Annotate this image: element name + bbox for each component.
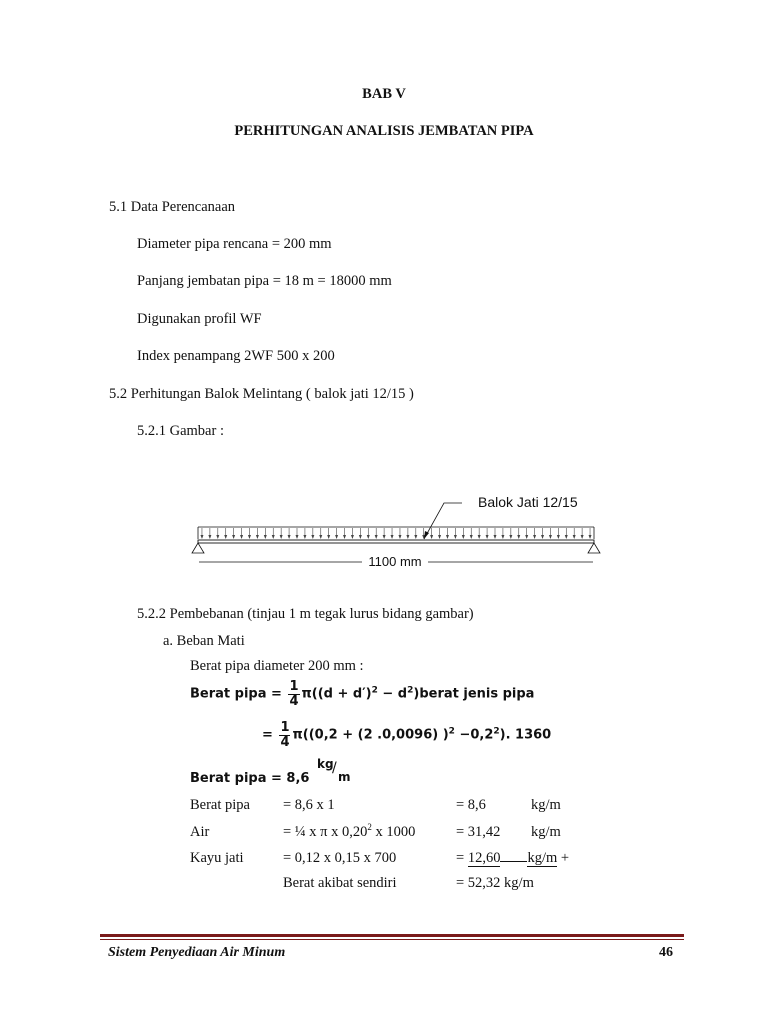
- load-arrow-head: [470, 535, 473, 539]
- equation-pipe-weight-result: Berat pipa = 8,6 kg / m: [190, 757, 351, 786]
- load-arrow-head: [430, 535, 433, 539]
- load-arrow-head: [549, 535, 552, 539]
- load-arrow-head: [462, 535, 465, 539]
- load-arrow-head: [240, 535, 243, 539]
- load-arrow-head: [296, 535, 299, 539]
- load-arrow-head: [557, 535, 560, 539]
- load-expression: = 0,12 x 0,15 x 700: [283, 850, 397, 866]
- chapter-label: BAB V: [362, 86, 406, 102]
- load-result: = 31,42: [456, 824, 501, 840]
- pipe-weight-intro: Berat pipa diameter 200 mm :: [190, 658, 364, 674]
- load-arrow-head: [208, 535, 211, 539]
- load-arrow-head: [224, 535, 227, 539]
- load-name: Air: [190, 824, 210, 840]
- beam-label: Balok Jati 12/15: [478, 494, 578, 510]
- section-5-2-1-heading: 5.2.1 Gambar :: [137, 423, 224, 439]
- load-arrow-head: [494, 535, 497, 539]
- leader-line: [424, 503, 462, 539]
- page-title: PERHITUNGAN ANALISIS JEMBATAN PIPA: [234, 123, 534, 139]
- load-arrow-head: [478, 535, 481, 539]
- load-arrow-head: [406, 535, 409, 539]
- load-arrow-head: [414, 535, 417, 539]
- span-label: 1100 mm: [368, 554, 422, 569]
- load-arrow-head: [573, 535, 576, 539]
- load-arrow-head: [383, 535, 386, 539]
- load-arrow-head: [517, 535, 520, 539]
- section-5-1-heading: 5.1 Data Perencanaan: [109, 199, 236, 215]
- load-arrow-head: [319, 535, 322, 539]
- load-arrow-head: [446, 535, 449, 539]
- load-arrow-head: [351, 535, 354, 539]
- load-arrow-head: [232, 535, 235, 539]
- load-arrow-head: [438, 535, 441, 539]
- page-number: 46: [659, 945, 673, 960]
- load-unit: kg/m: [531, 797, 561, 813]
- beam-member: [198, 540, 594, 543]
- load-expression: = 8,6 x 1: [283, 797, 335, 813]
- load-arrow-head: [525, 535, 528, 539]
- load-arrow-head: [256, 535, 259, 539]
- right-support: [588, 543, 600, 553]
- footer-title: Sistem Penyediaan Air Minum: [108, 945, 286, 960]
- load-arrow-head: [509, 535, 512, 539]
- load-arrow-head: [589, 535, 592, 539]
- load-arrow-head: [311, 535, 314, 539]
- beam-diagram: [180, 485, 620, 575]
- equation-pipe-weight: Berat pipa = $\frac{1}{4}$ $\pi((d + d')^2$ − $d^2)berat$ jenis pipa: [190, 679, 535, 709]
- load-result: = 12,60 kg/m +: [456, 850, 570, 866]
- load-arrow-head: [288, 535, 291, 539]
- load-arrow-head: [200, 535, 203, 539]
- load-arrow-head: [486, 535, 489, 539]
- load-arrow-head: [303, 535, 306, 539]
- load-name: Kayu jati: [190, 850, 244, 866]
- load-arrow-head: [264, 535, 267, 539]
- total-load-value: = 52,32 kg/m: [456, 875, 534, 891]
- load-arrow-head: [565, 535, 568, 539]
- design-data-line: Digunakan profil WF: [137, 311, 262, 327]
- load-arrow-head: [391, 535, 394, 539]
- footer-rule: [100, 934, 684, 937]
- load-arrow-head: [272, 535, 275, 539]
- left-support: [192, 543, 204, 553]
- load-expression: = ¼ x π x 0,20$^2$ x 1000: [283, 822, 416, 840]
- load-arrow-head: [280, 535, 283, 539]
- load-arrow-head: [367, 535, 370, 539]
- load-arrow-head: [248, 535, 251, 539]
- load-arrow-head: [359, 535, 362, 539]
- item-a-heading: a. Beban Mati: [163, 633, 245, 649]
- load-arrow-head: [335, 535, 338, 539]
- equation-pipe-weight-values: = $\frac{1}{4}$ π((0,2 + (2 .0,0096) )$^2 -0,2^2$). 1360: [262, 720, 552, 750]
- load-arrow-head: [454, 535, 457, 539]
- load-arrow-head: [533, 535, 536, 539]
- load-arrow-head: [501, 535, 504, 539]
- design-data-line: Diameter pipa rencana = 200 mm: [137, 236, 332, 252]
- load-name: Berat pipa: [190, 797, 250, 813]
- load-arrow-head: [216, 535, 219, 539]
- total-load-label: Berat akibat sendiri: [283, 875, 397, 891]
- load-arrow-head: [327, 535, 330, 539]
- design-data-line: Index penampang 2WF 500 x 200: [137, 348, 335, 364]
- load-arrow-head: [398, 535, 401, 539]
- load-arrow-head: [581, 535, 584, 539]
- design-data-line: Panjang jembatan pipa = 18 m = 18000 mm: [137, 273, 392, 289]
- section-5-2-heading: 5.2 Perhitungan Balok Melintang ( balok jati 12/15 ): [109, 386, 414, 402]
- footer-rule-thin: [100, 939, 684, 940]
- load-unit: kg/m: [531, 824, 561, 840]
- distributed-load-arrows: [200, 528, 591, 539]
- load-arrow-head: [343, 535, 346, 539]
- load-arrow-head: [375, 535, 378, 539]
- load-arrow-head: [541, 535, 544, 539]
- load-result: = 8,6: [456, 797, 486, 813]
- section-5-2-2-heading: 5.2.2 Pembebanan (tinjau 1 m tegak lurus bidang gambar): [137, 606, 474, 622]
